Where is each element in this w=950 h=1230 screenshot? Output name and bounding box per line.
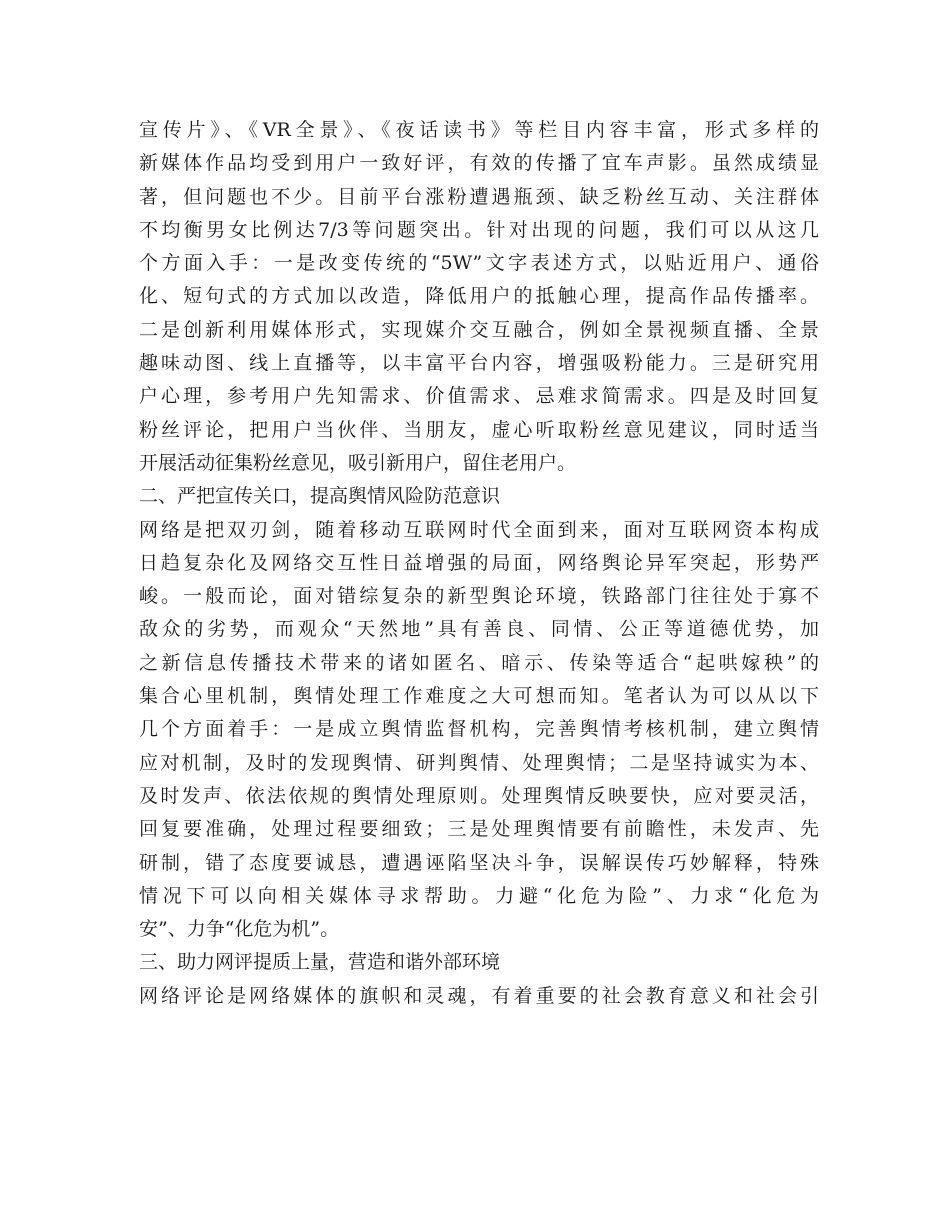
text-line-27: 网络评论是网络媒体的旗帜和灵魂，有着重要的社会教育意义和社会引 bbox=[139, 984, 819, 1007]
document-body bbox=[139, 114, 819, 1013]
text-line-9: 户心理，参考用户先知需求、价值需求、忌难求简需求。四是及时回复 bbox=[139, 385, 819, 408]
text-line-7: 二是创新利用媒体形式，实现媒介交互融合，例如全景视频直播、全景 bbox=[139, 318, 819, 341]
text-line-13: 网络是把双刃剑，随着移动互联网时代全面到来，面对互联网资本构成 bbox=[139, 518, 819, 541]
text-line-16: 敌众的劣势，而观众“天然地”具有善良、同情、公正等道德优势，加 bbox=[139, 618, 819, 641]
text-line-21: 及时发声、依法依规的舆情处理原则。处理舆情反映要快，应对要灵活， bbox=[139, 784, 819, 807]
text-line-1: 宣传片》、《VR全景》、《夜话读书》等栏目内容丰富，形式多样的 bbox=[139, 119, 819, 141]
paragraph-end-line: 开展活动征集粉丝意见，吸引新用户，留住老用户。 bbox=[139, 451, 577, 474]
section-heading-3: 三、助力网评提质上量，营造和谐外部环境 bbox=[139, 951, 501, 974]
text-line-3: 著，但问题也不少。目前平台涨粉遭遇瓶颈、缺乏粉丝互动、关注群体 bbox=[139, 185, 819, 208]
text-line-5: 个方面入手：一是改变传统的“5W”文字表述方式，以贴近用户、通俗 bbox=[139, 252, 819, 275]
text-line-20: 应对机制，及时的发现舆情、研判舆情、处理舆情；二是坚持诚实为本、 bbox=[139, 751, 819, 774]
text-line-19: 几个方面着手：一是成立舆情监督机构，完善舆情考核机制，建立舆情 bbox=[139, 718, 819, 741]
text-line-10: 粉丝评论，把用户当伙伴、当朋友，虚心听取粉丝意见建议，同时适当 bbox=[139, 418, 819, 441]
text-line-2: 新媒体作品均受到用户一致好评，有效的传播了宜车声影。虽然成绩显 bbox=[139, 152, 819, 175]
paragraph-end-line: 安”、力争“化危为机”。 bbox=[139, 918, 340, 941]
text-line-8: 趣味动图、线上直播等，以丰富平台内容，增强吸粉能力。三是研究用 bbox=[139, 352, 819, 375]
text-line-23: 研制，错了态度要诚恳，遭遇诬陷坚决斗争，误解误传巧妙解释，特殊 bbox=[139, 851, 819, 874]
text-line-15: 峻。一般而论，面对错综复杂的新型舆论环境，铁路部门往往处于寡不 bbox=[139, 585, 819, 608]
text-line-24: 情况下可以向相关媒体寻求帮助。力避“化危为险”、力求“化危为 bbox=[139, 884, 819, 907]
text-line-14: 日趋复杂化及网络交互性日益增强的局面，网络舆论异军突起，形势严 bbox=[139, 551, 819, 574]
text-line-18: 集合心里机制，舆情处理工作难度之大可想而知。笔者认为可以从以下 bbox=[139, 685, 819, 708]
text-line-6: 化、短句式的方式加以改造，降低用户的抵触心理，提高作品传播率。 bbox=[139, 285, 819, 308]
text-line-22: 回复要准确，处理过程要细致；三是处理舆情要有前瞻性，未发声、先 bbox=[139, 818, 819, 841]
section-heading-2: 二、严把宣传关口，提高舆情风险防范意识 bbox=[139, 485, 501, 508]
text-line-17: 之新信息传播技术带来的诸如匿名、暗示、传染等适合“起哄嫁秧”的 bbox=[139, 651, 819, 674]
text-line-4: 不均衡男女比例达7/3等问题突出。针对出现的问题，我们可以从这几 bbox=[139, 218, 819, 241]
